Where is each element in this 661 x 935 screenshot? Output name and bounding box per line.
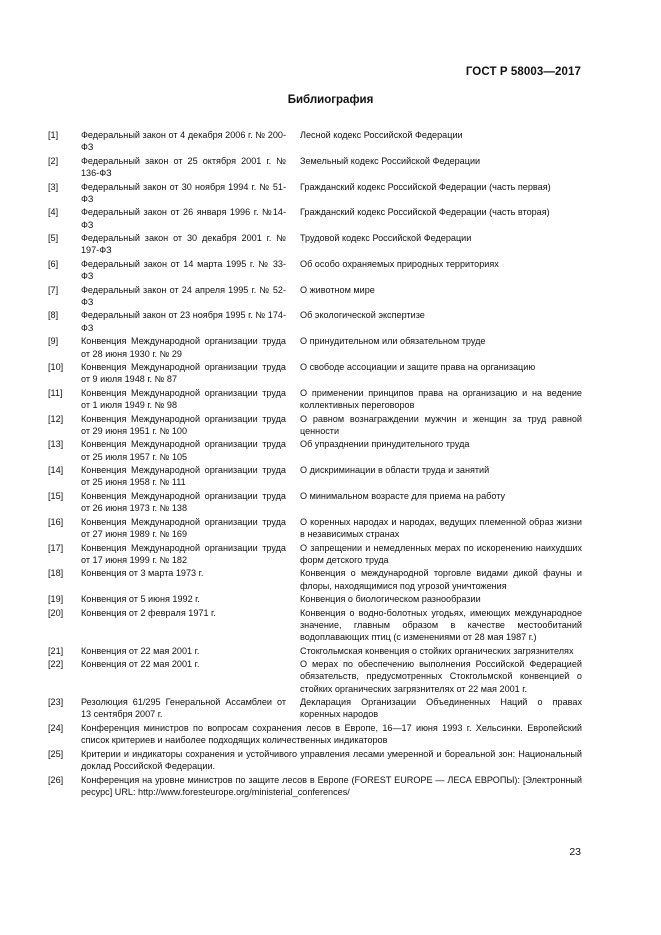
column-gap	[286, 258, 300, 283]
bibliography-entry	[48, 567, 582, 592]
entry-source: Конвенция от 22 мая 2001 г.	[81, 659, 200, 670]
entry-number: [6]	[48, 258, 59, 269]
column-gap	[286, 696, 300, 721]
column-gap	[286, 335, 300, 360]
bibliography-heading: Библиография	[287, 94, 374, 106]
entry-source: Федеральный закон от 23 ноября 1995 г. № 174-ФЗ	[81, 310, 286, 333]
entry-number: [10]	[48, 362, 64, 373]
entry-source: Федеральный закон от 14 марта 1995 г. № 33-ФЗ	[81, 258, 286, 282]
entry-title: Конвенция о международной торговле видами дикой фауны и флоры, находящимися под угрозой уничтожения	[300, 568, 582, 591]
bibliography-entry	[48, 774, 582, 799]
entry-number: [13]	[48, 439, 64, 450]
column-gap	[286, 490, 300, 515]
entry-title: Земельный кодекс Российской Федерации	[300, 155, 481, 166]
entry-title: О применении принципов права на организацию и на ведение коллективных переговоров	[300, 387, 582, 411]
column-gap	[286, 309, 300, 334]
entry-number: [26]	[48, 774, 64, 785]
entry-source: Федеральный закон от 4 декабря 2006 г. № 200-ФЗ	[81, 130, 286, 153]
bibliography-entry	[48, 516, 582, 541]
column-gap	[286, 516, 300, 541]
entry-number: [23]	[48, 697, 64, 708]
column-gap	[286, 181, 300, 206]
bibliography-entry	[48, 335, 582, 360]
column-gap	[286, 129, 300, 154]
entry-title: О равном вознаграждении мужчин и женщин за труд равной ценности	[300, 413, 582, 436]
entry-title: Декларация Организации Объединенных Наций о правах коренных народов	[300, 697, 582, 720]
bibliography-entry	[48, 748, 582, 773]
entry-source: Федеральный закон от 24 апреля 1995 г. № 52-ФЗ	[81, 284, 286, 307]
column-gap	[286, 593, 300, 605]
entry-number: [12]	[48, 413, 64, 424]
document-standard-code: ГОСТ Р 58003—2017	[465, 66, 581, 78]
entry-full-text: Конференция на уровне министров по защите лесов в Европе (FOREST EUROPE — ЛЕСА ЕВРОПЫ): [Электронный ресурс] URL: http://www.foresteurope.org/ministerial_conferences/	[81, 774, 582, 797]
entry-source: Конвенция от 3 марта 1973 г.	[81, 568, 204, 579]
entry-source: Конвенция Международной организации труда от 29 июня 1951 г. № 100	[81, 413, 286, 436]
bibliography-entry	[48, 155, 582, 180]
entry-number: [21]	[48, 645, 64, 656]
bibliography-entry	[48, 490, 582, 515]
entry-number: [1]	[48, 130, 59, 140]
bibliography-entry	[48, 696, 582, 721]
entry-number: [19]	[48, 594, 64, 605]
entry-title: О животном мире	[300, 284, 375, 295]
entry-source: Конвенция Международной организации труда от 25 июля 1957 г. № 105	[81, 439, 286, 462]
entry-number: [9]	[48, 336, 59, 347]
entry-number: [16]	[48, 516, 64, 527]
entry-title: Гражданский кодекс Российской Федерации (часть первая)	[300, 181, 551, 192]
column-gap	[286, 438, 300, 463]
bibliography-entry	[48, 413, 582, 438]
entry-source: Конвенция Международной организации труда от 26 июня 1973 г. № 138	[81, 490, 286, 514]
entry-title: Конвенция о водно-болотных угодьях, имеющих международное значение, главным образом в качестве местообитаний водоплавающих птиц (с изменениями от 28 мая 1987 г.)	[300, 607, 582, 643]
column-gap	[286, 645, 300, 657]
entry-title: Об упразднении принудительного труда	[300, 439, 470, 450]
bibliography-entry	[48, 658, 582, 695]
bibliography-entry	[48, 387, 582, 412]
column-gap	[286, 361, 300, 386]
entry-title: Лесной кодекс Российской Федерации	[300, 130, 463, 140]
entry-source: Резолюция 61/295 Генеральной Ассамблеи от 13 сентября 2007 г.	[81, 697, 286, 720]
entry-title: О принудительном или обязательном труде	[300, 336, 486, 347]
entry-number: [5]	[48, 233, 59, 244]
entry-number: [24]	[48, 722, 64, 733]
bibliography-entry	[48, 129, 582, 154]
entry-number: [15]	[48, 490, 64, 501]
bibliography-entry	[48, 309, 582, 334]
bibliography-entry	[48, 258, 582, 283]
entry-title: Гражданский кодекс Российской Федерации (часть вторая)	[300, 207, 550, 218]
entry-number: [4]	[48, 207, 59, 218]
entry-title: Об особо охраняемых природных территориях	[300, 258, 499, 269]
entry-title: О свободе ассоциации и защите права на организацию	[300, 362, 536, 373]
entry-source: Федеральный закон от 25 октября 2001 г. № 136-ФЗ	[81, 155, 286, 179]
column-gap	[286, 607, 300, 644]
entry-full-text: Критерии и индикаторы сохранения и устойчивого управления лесами умеренной и бореальной зон: Национальный доклад Российской Федерации.	[81, 748, 582, 772]
entry-source: Конвенция от 2 февраля 1971 г.	[81, 607, 216, 618]
entry-source: Конвенция от 22 мая 2001 г.	[81, 645, 200, 656]
entry-title: Об экологической экспертизе	[300, 310, 425, 321]
entry-number: [22]	[48, 659, 64, 670]
bibliography-entry	[48, 361, 582, 386]
entry-source: Федеральный закон от 30 декабря 2001 г. № 197-ФЗ	[81, 233, 286, 256]
column-gap	[286, 542, 300, 567]
entry-number: [14]	[48, 465, 64, 476]
entry-full-text: Конференция министров по вопросам сохранения лесов в Европе, 16—17 июня 1993 г. Хельсинки. Европейский список критериев и наиболее подходящих количественных индикаторов	[81, 722, 582, 746]
bibliography-entry	[48, 542, 582, 567]
entry-title: О запрещении и немедленных мерах по искоренению наихудших форм детского труда	[300, 542, 582, 565]
entry-number: [20]	[48, 607, 64, 618]
column-gap	[286, 658, 300, 695]
entry-source: Конвенция Международной организации труда от 1 июля 1949 г. № 98	[81, 387, 286, 411]
entry-source: Конвенция Международной организации труда от 9 июля 1948 г. № 87	[81, 362, 286, 385]
bibliography-entry	[48, 232, 582, 257]
entry-title: Трудовой кодекс Российской Федерации	[300, 233, 472, 244]
entry-number: [2]	[48, 155, 59, 166]
column-gap	[286, 413, 300, 438]
entry-title: О минимальном возрасте для приема на работу	[300, 490, 506, 501]
column-gap	[286, 284, 300, 309]
entry-number: [17]	[48, 542, 64, 553]
bibliography-entry	[48, 464, 582, 489]
bibliography-entry	[48, 607, 582, 644]
entry-title: О коренных народах и народах, ведущих племенной образ жизни в независимых странах	[300, 516, 582, 540]
page-number: 23	[569, 846, 581, 858]
entry-source: Федеральный закон от 26 января 1996 г. №14-ФЗ	[81, 207, 286, 230]
bibliography-entry	[48, 206, 582, 231]
bibliography-entry	[48, 181, 582, 206]
entry-source: Конвенция от 5 июня 1992 г.	[81, 594, 200, 605]
entry-source: Конвенция Международной организации труда от 27 июня 1989 г. № 169	[81, 516, 286, 540]
bibliography-entry	[48, 722, 582, 747]
column-gap	[286, 567, 300, 592]
bibliography-entry	[48, 593, 582, 605]
bibliography-entry	[48, 438, 582, 463]
entry-source: Конвенция Международной организации труда от 28 июня 1930 г. № 29	[81, 336, 286, 359]
entry-number: [25]	[48, 748, 64, 759]
bibliography-entry	[48, 645, 582, 657]
entry-title: О дискриминации в области труда и занятий	[300, 465, 490, 476]
entry-number: [11]	[48, 387, 63, 398]
entry-title: О мерах по обеспечению выполнения Российской Федерацией обязательств, предусмотренных Стокгольмской конвенцией о стойких органических загрязнителях от 22 мая 2001 г.	[300, 659, 582, 694]
bibliography-list	[48, 129, 582, 799]
entry-source: Федеральный закон от 30 ноября 1994 г. № 51-ФЗ	[81, 181, 286, 204]
column-gap	[286, 387, 300, 412]
entry-title: Стокгольмская конвенция о стойких органических загрязнителях	[300, 645, 574, 656]
column-gap	[286, 206, 300, 231]
entry-number: [7]	[48, 284, 59, 295]
column-gap	[286, 155, 300, 180]
entry-number: [3]	[48, 181, 59, 192]
column-gap	[286, 232, 300, 257]
entry-source: Конвенция Международной организации труда от 25 июня 1958 г. № 111	[81, 465, 286, 488]
entry-number: [18]	[48, 568, 64, 579]
entry-source: Конвенция Международной организации труда от 17 июня 1999 г. № 182	[81, 542, 286, 565]
entry-title: Конвенция о биологическом разнообразии	[300, 594, 481, 605]
entry-number: [8]	[48, 310, 59, 321]
bibliography-entry	[48, 284, 582, 309]
column-gap	[286, 464, 300, 489]
